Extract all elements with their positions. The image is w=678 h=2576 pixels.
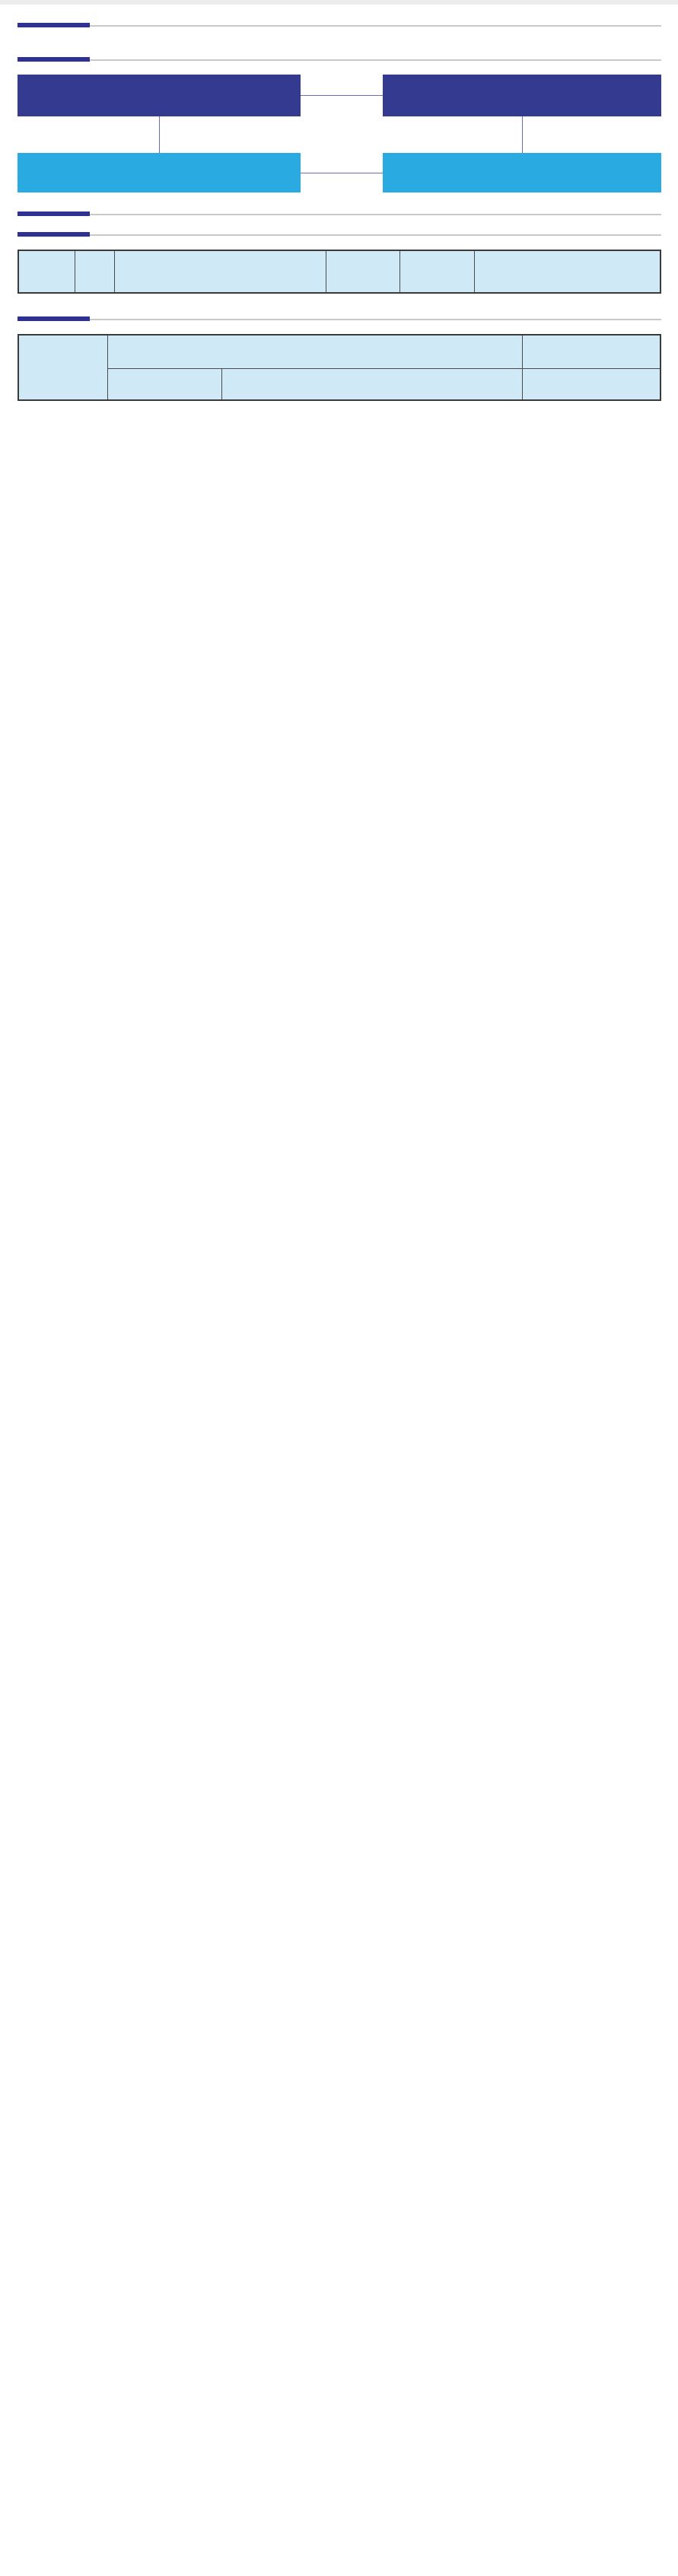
col-header-terminal: [522, 368, 660, 400]
datasheet-page: [0, 5, 678, 442]
title-rule: [18, 56, 661, 61]
connector-line: [522, 116, 523, 153]
col-header-dimensions: [115, 250, 326, 293]
title-rule: [18, 21, 661, 27]
col-header-cn1: [326, 250, 400, 293]
model-header-box: [18, 75, 301, 116]
section-cable-spec: [18, 21, 661, 40]
col-header-model: [18, 250, 75, 293]
title-rule: [18, 210, 661, 215]
section-outline: [18, 231, 661, 300]
col-header-spec: [75, 250, 115, 293]
title-rule: [18, 231, 661, 236]
col-header-module: [221, 368, 522, 400]
section-circuit: [18, 210, 661, 215]
length-value-box: [383, 153, 661, 192]
section-selection: [18, 56, 661, 195]
col-header-cn1-corr: [108, 335, 523, 368]
col-header-brand: [108, 368, 222, 400]
ports-table: [18, 334, 661, 401]
col-header-cn2-corr: [522, 335, 660, 368]
selection-flow-diagram: [18, 75, 661, 195]
length-header-box: [383, 75, 661, 116]
col-header-length: [475, 250, 660, 293]
col-header-model: [18, 335, 108, 400]
outline-table: [18, 250, 661, 294]
connector-line: [301, 95, 383, 96]
col-header-cn2: [400, 250, 475, 293]
connector-line: [159, 116, 160, 153]
model-value-box: [18, 153, 301, 192]
section-ports: [18, 315, 661, 401]
title-rule: [18, 315, 661, 320]
